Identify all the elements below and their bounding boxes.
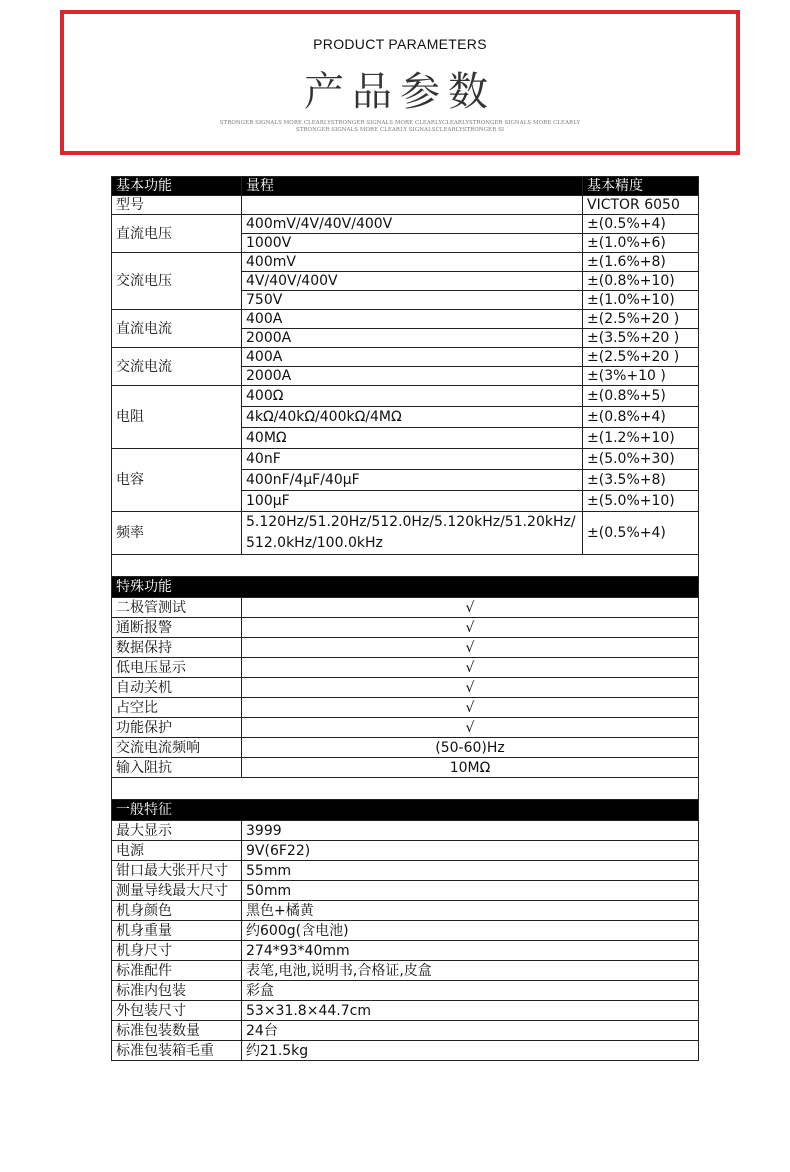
spec-name: 钳口最大张开尺寸	[112, 861, 242, 881]
function-name: 直流电流	[112, 310, 242, 348]
table-row	[112, 598, 699, 618]
accuracy-value: ±(5.0%+10)	[583, 491, 699, 512]
spacer-row	[112, 555, 699, 577]
table-row	[112, 821, 699, 841]
accuracy-value: ±(0.8%+5)	[583, 386, 699, 407]
spec-name: 机身尺寸	[112, 941, 242, 961]
special-section-header	[112, 577, 699, 598]
feature-name: 占空比	[112, 698, 242, 718]
table-row	[112, 718, 699, 738]
range-value: 400A	[242, 348, 583, 367]
feature-value: √	[242, 638, 699, 658]
table-row	[112, 921, 699, 941]
range-value: 5.120Hz/51.20Hz/512.0Hz/5.120kHz/51.20kHz/512.0kHz/100.0kHz	[242, 512, 583, 555]
table-row	[112, 310, 699, 329]
accuracy-value: ±(1.0%+6)	[583, 234, 699, 253]
feature-name: 交流电流频响	[112, 738, 242, 758]
feature-name: 自动关机	[112, 678, 242, 698]
banner-chinese-title: 产品参数	[304, 69, 496, 115]
spec-name: 标准配件	[112, 961, 242, 981]
spec-value: 9V(6F22)	[242, 841, 699, 861]
spec-name: 外包装尺寸	[112, 1001, 242, 1021]
product-parameters-banner	[60, 10, 740, 155]
table-row	[112, 449, 699, 470]
table-row	[112, 941, 699, 961]
accuracy-value: ±(1.6%+8)	[583, 253, 699, 272]
banner-english-title: PRODUCT PARAMETERS	[313, 36, 487, 52]
accuracy-value: ±(1.2%+10)	[583, 428, 699, 449]
table-row	[112, 1041, 699, 1061]
accuracy-value: ±(1.0%+10)	[583, 291, 699, 310]
range-value: 400nF/4μF/40μF	[242, 470, 583, 491]
table-row	[112, 901, 699, 921]
table-row	[112, 658, 699, 678]
function-name: 直流电压	[112, 215, 242, 253]
table-row	[112, 1001, 699, 1021]
table-row	[112, 618, 699, 638]
table-row	[112, 348, 699, 367]
spec-value: 3999	[242, 821, 699, 841]
header-accuracy: 基本精度	[583, 177, 699, 196]
spec-value: 约600g(含电池)	[242, 921, 699, 941]
feature-value: √	[242, 678, 699, 698]
feature-value: (50-60)Hz	[242, 738, 699, 758]
spec-value: 黑色+橘黄	[242, 901, 699, 921]
accuracy-value: ±(0.5%+4)	[583, 512, 699, 555]
function-name: 频率	[112, 512, 242, 555]
general-section-title: 一般特征	[112, 800, 699, 821]
table-row	[112, 738, 699, 758]
accuracy-value: ±(2.5%+20 )	[583, 348, 699, 367]
accuracy-value: ±(5.0%+30)	[583, 449, 699, 470]
general-section-header	[112, 800, 699, 821]
spec-value: 约21.5kg	[242, 1041, 699, 1061]
feature-name: 通断报警	[112, 618, 242, 638]
spec-name: 测量导线最大尺寸	[112, 881, 242, 901]
spec-value: 彩盒	[242, 981, 699, 1001]
accuracy-value: ±(3.5%+20 )	[583, 329, 699, 348]
spec-name: 标准包装数量	[112, 1021, 242, 1041]
range-value: 400mV	[242, 253, 583, 272]
feature-value: 10MΩ	[242, 758, 699, 778]
range-value: 1000V	[242, 234, 583, 253]
accuracy-value: ±(0.8%+4)	[583, 407, 699, 428]
feature-value: √	[242, 658, 699, 678]
range-value: 400A	[242, 310, 583, 329]
accuracy-value: ±(3%+10 )	[583, 367, 699, 386]
model-value: VICTOR 6050	[583, 196, 699, 215]
banner-tagline	[64, 120, 736, 134]
range-value: 100μF	[242, 491, 583, 512]
range-value: 4kΩ/40kΩ/400kΩ/4MΩ	[242, 407, 583, 428]
feature-value: √	[242, 698, 699, 718]
feature-value: √	[242, 598, 699, 618]
feature-name: 数据保持	[112, 638, 242, 658]
range-value: 2000A	[242, 367, 583, 386]
range-value: 40MΩ	[242, 428, 583, 449]
basic-header-row	[112, 177, 699, 196]
model-label: 型号	[112, 196, 242, 215]
table-row	[112, 512, 699, 555]
spec-name: 标准内包装	[112, 981, 242, 1001]
range-value: 400mV/4V/40V/400V	[242, 215, 583, 234]
spec-value: 274*93*40mm	[242, 941, 699, 961]
spec-name: 机身颜色	[112, 901, 242, 921]
table-row	[112, 981, 699, 1001]
function-name: 交流电流	[112, 348, 242, 386]
header-range: 量程	[242, 177, 583, 196]
feature-name: 输入阻抗	[112, 758, 242, 778]
header-function: 基本功能	[112, 177, 242, 196]
table-row	[112, 841, 699, 861]
spec-value: 53×31.8×44.7cm	[242, 1001, 699, 1021]
spec-name: 机身重量	[112, 921, 242, 941]
table-row	[112, 758, 699, 778]
range-value: 2000A	[242, 329, 583, 348]
range-value: 40nF	[242, 449, 583, 470]
accuracy-value: ±(0.8%+10)	[583, 272, 699, 291]
range-value: 400Ω	[242, 386, 583, 407]
feature-name: 功能保护	[112, 718, 242, 738]
spec-name: 最大显示	[112, 821, 242, 841]
feature-value: √	[242, 618, 699, 638]
table-row	[112, 253, 699, 272]
feature-value: √	[242, 718, 699, 738]
function-name: 电阻	[112, 386, 242, 449]
special-section-title: 特殊功能	[112, 577, 699, 598]
table-row	[112, 678, 699, 698]
spec-value: 24台	[242, 1021, 699, 1041]
table-row	[112, 698, 699, 718]
range-value: 4V/40V/400V	[242, 272, 583, 291]
tagline-line-1: STRONGER SIGNALS MORE CLEARLYSTRONGER SIGNALS MORE CLEARLYCLEARLYSTRONGER SIGNALS MORE CLEARLY	[219, 120, 581, 126]
feature-name: 二极管测试	[112, 598, 242, 618]
spacer-row	[112, 778, 699, 800]
model-empty	[242, 196, 583, 215]
tagline-line-2: STRONGER SIGNALS MORE CLEARLY SIGNALSCLEARLYSTRONGER SI	[295, 127, 505, 133]
accuracy-value: ±(3.5%+8)	[583, 470, 699, 491]
spec-value: 55mm	[242, 861, 699, 881]
table-row	[112, 881, 699, 901]
function-name: 电容	[112, 449, 242, 512]
spec-table	[111, 176, 699, 1061]
table-row	[112, 638, 699, 658]
feature-name: 低电压显示	[112, 658, 242, 678]
model-row	[112, 196, 699, 215]
table-row	[112, 961, 699, 981]
accuracy-value: ±(0.5%+4)	[583, 215, 699, 234]
range-value: 750V	[242, 291, 583, 310]
spec-value: 50mm	[242, 881, 699, 901]
function-name: 交流电压	[112, 253, 242, 310]
accuracy-value: ±(2.5%+20 )	[583, 310, 699, 329]
table-row	[112, 861, 699, 881]
table-row	[112, 215, 699, 234]
spec-name: 电源	[112, 841, 242, 861]
spec-value: 表笔,电池,说明书,合格证,皮盒	[242, 961, 699, 981]
table-row	[112, 1021, 699, 1041]
spec-name: 标准包装箱毛重	[112, 1041, 242, 1061]
table-row	[112, 386, 699, 407]
